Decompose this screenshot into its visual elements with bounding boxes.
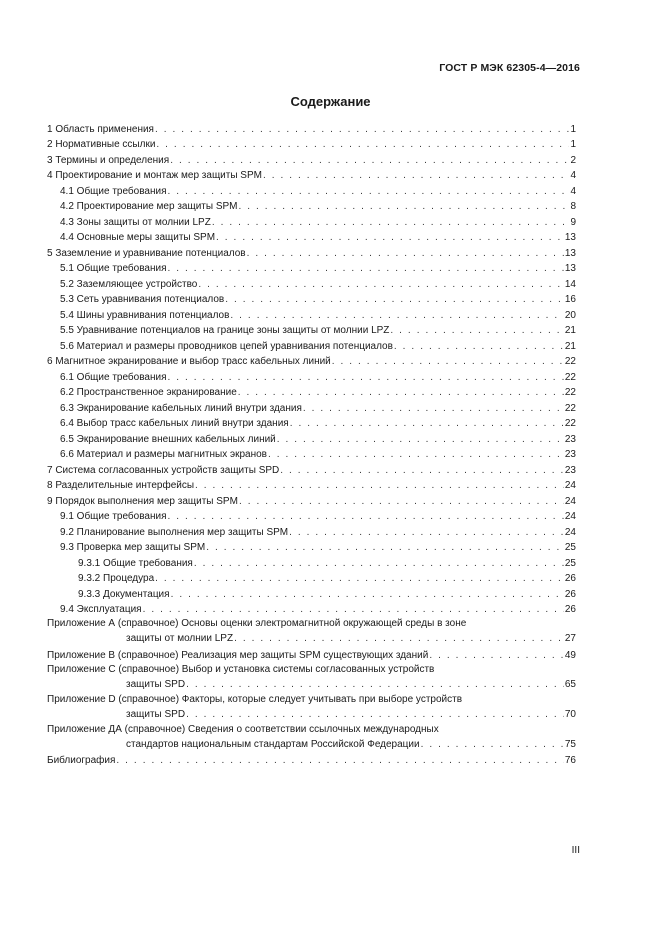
toc-entry[interactable]: 3 Термины и определения . . . 2 [47, 151, 576, 167]
document-header: ГОСТ Р МЭК 62305-4—2016 [439, 62, 580, 74]
page-title: Содержание [290, 94, 371, 109]
toc-entry[interactable]: 6.2 Пространственное экранирование . . . 22 [47, 384, 576, 400]
toc-entry[interactable]: 5 Заземление и уравнивание потенциалов . . . 13 [47, 244, 576, 260]
toc-entry[interactable]: 5.1 Общие требования . . . 13 [47, 260, 576, 276]
toc-entry[interactable]: 4.2 Проектирование мер защиты SPM . . . 8 [47, 198, 576, 214]
toc-entry[interactable]: 9.4 Эксплуатация . . . 26 [47, 601, 576, 617]
toc-entry[interactable]: 2 Нормативные ссылки . . . 1 [47, 136, 576, 152]
toc-entry[interactable]: 9.1 Общие требования . . . 24 [47, 508, 576, 524]
toc-entry[interactable]: 5.6 Материал и размеры проводников цепей уравнивания потенциалов . . . 21 [47, 337, 576, 353]
toc-entry[interactable]: 9.3 Проверка мер защиты SPM . . . 25 [47, 539, 576, 555]
toc-entry[interactable]: 6.6 Материал и размеры магнитных экранов . . . 23 [47, 446, 576, 462]
toc-entry[interactable]: 4.3 Зоны защиты от молнии LPZ . . . 9 [47, 213, 576, 229]
toc-entry[interactable]: 4.1 Общие требования . . . 4 [47, 182, 576, 198]
toc-entry[interactable]: 1 Область применения . . . 1 [47, 120, 576, 136]
table-of-contents [47, 120, 576, 767]
toc-entry[interactable]: 5.5 Уравнивание потенциалов на границе зоны защиты от молнии LPZ . . . 21 [47, 322, 576, 338]
toc-appendix-c[interactable]: Приложение С (справочное) Выбор и установка системы согласованных устройств защиты SPD . . . 65 [47, 662, 576, 692]
toc-bibliography[interactable]: Библиография . . . 76 [47, 752, 576, 768]
toc-entry[interactable]: 7 Система согласованных устройств защиты SPD . . . 23 [47, 461, 576, 477]
toc-entry[interactable]: 9.2 Планирование выполнения мер защиты SPM . . . 24 [47, 523, 576, 539]
toc-entry[interactable]: 6 Магнитное экранирование и выбор трасс кабельных линий . . . 22 [47, 353, 576, 369]
toc-entry[interactable]: 5.2 Заземляющее устройство . . . 14 [47, 275, 576, 291]
toc-entry[interactable]: 9 Порядок выполнения мер защиты SPM . . . 24 [47, 492, 576, 508]
toc-entry[interactable]: 9.3.2 Процедура . . . 26 [47, 570, 576, 586]
toc-entry[interactable]: 6.1 Общие требования . . . 22 [47, 368, 576, 384]
toc-entry[interactable]: 4 Проектирование и монтаж мер защиты SPM . . . 4 [47, 167, 576, 183]
toc-entry[interactable]: 8 Разделительные интерфейсы . . . 24 [47, 477, 576, 493]
toc-appendix-b[interactable]: Приложение В (справочное) Реализация мер защиты SPM существующих зданий . . . 49 [47, 646, 576, 662]
toc-entry[interactable]: 9.3.3 Документация . . . 26 [47, 585, 576, 601]
toc-appendix-da[interactable]: Приложение ДА (справочное) Сведения о соответствии ссылочных международных стандартов национальным стандартам Российской Федерации . . . 75 [47, 722, 576, 752]
toc-entry[interactable]: 5.3 Сеть уравнивания потенциалов . . . 16 [47, 291, 576, 307]
toc-entry[interactable]: 5.4 Шины уравнивания потенциалов . . . 20 [47, 306, 576, 322]
page-number: III [571, 845, 580, 856]
toc-entry[interactable]: 6.5 Экранирование внешних кабельных линий . . . 23 [47, 430, 576, 446]
toc-entry[interactable]: 4.4 Основные меры защиты SPM . . . 13 [47, 229, 576, 245]
toc-entry[interactable]: 6.4 Выбор трасс кабельных линий внутри здания . . . 22 [47, 415, 576, 431]
toc-appendix-a[interactable]: Приложение А (справочное) Основы оценки электромагнитной окружающей среды в зоне защиты от молнии LPZ . . . 27 [47, 616, 576, 646]
toc-appendix-d[interactable]: Приложение D (справочное) Факторы, которые следует учитывать при выборе устройств защиты SPD . . . 70 [47, 692, 576, 722]
toc-entry[interactable]: 9.3.1 Общие требования . . . 25 [47, 554, 576, 570]
toc-entry[interactable]: 6.3 Экранирование кабельных линий внутри здания . . . 22 [47, 399, 576, 415]
